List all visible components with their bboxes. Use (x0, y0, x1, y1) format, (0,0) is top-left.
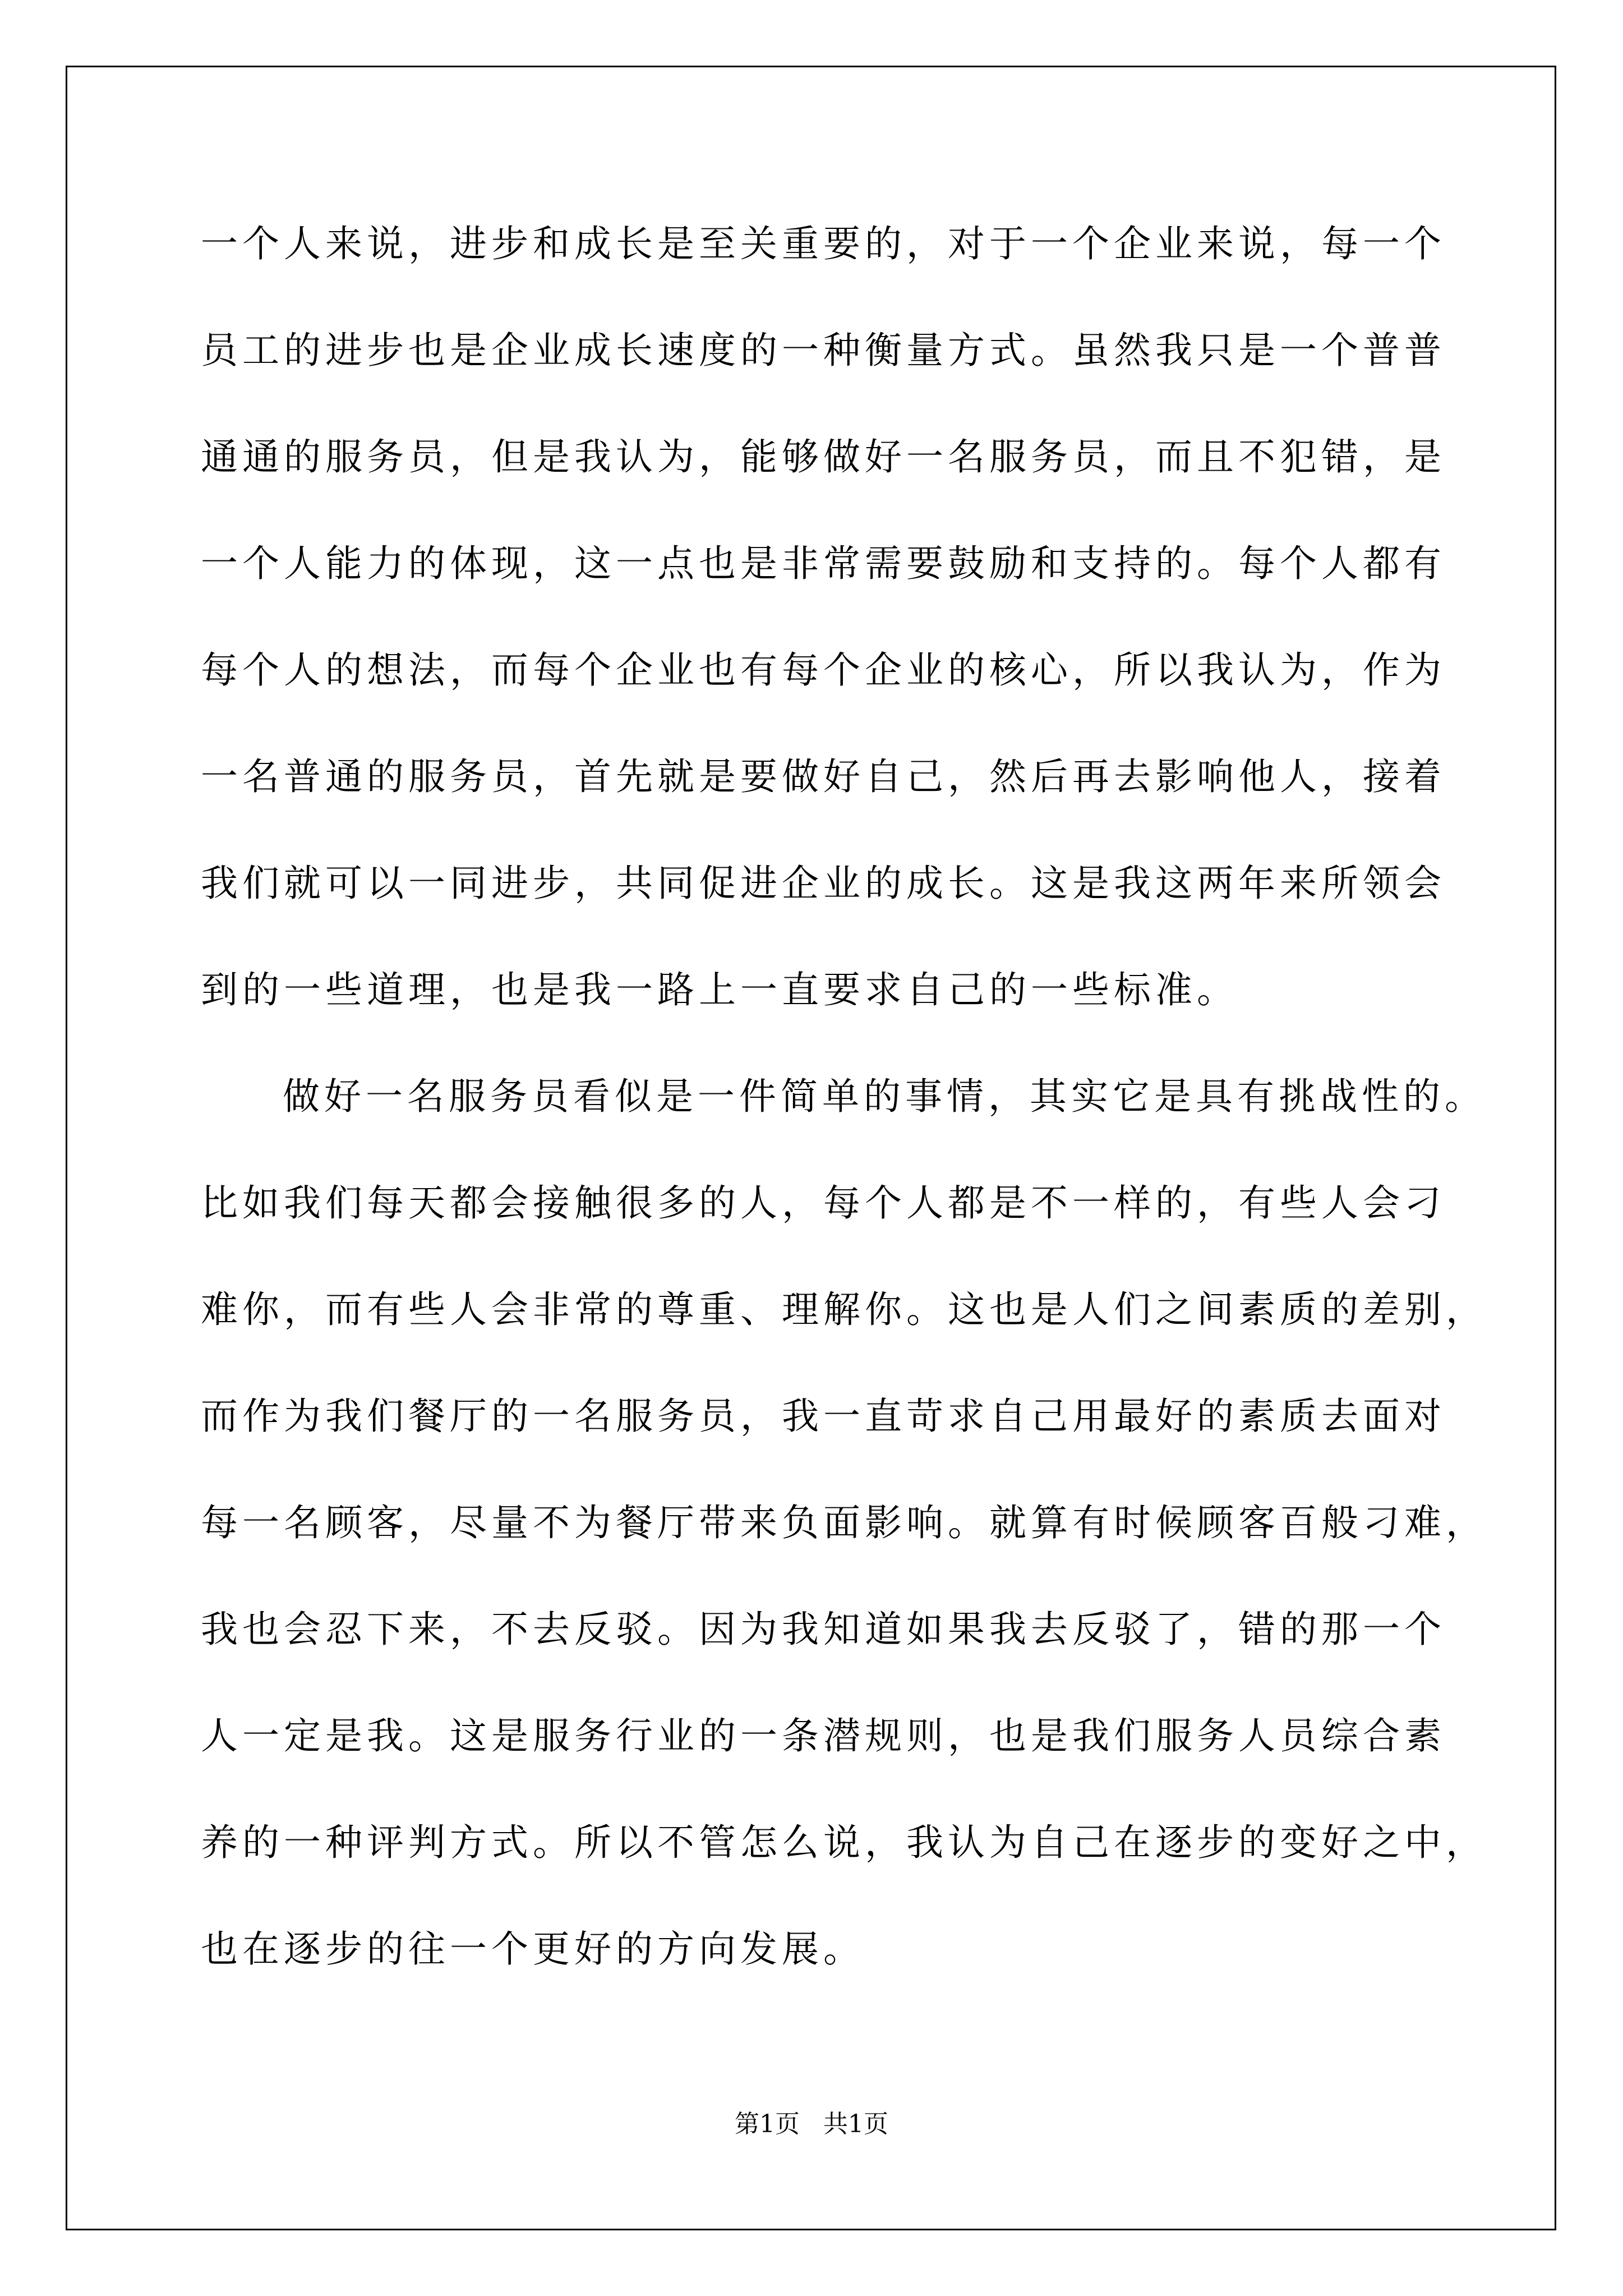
text-line: 养的一种评判方式。所以不管怎么说，我认为自己在逐步的变好之中， (201, 1821, 1487, 1864)
text-line: 也在逐步的往一个更好的方向发展。 (201, 1927, 865, 1971)
text-line: 比如我们每天都会接触很多的人，每个人都是不一样的，有些人会刁 (201, 1181, 1446, 1225)
document-body (201, 213, 1487, 2025)
text-line: 每个人的想法，而每个企业也有每个企业的核心，所以我认为，作为 (201, 648, 1446, 692)
text-line: 难你，而有些人会非常的尊重、理解你。这也是人们之间素质的差别， (201, 1288, 1487, 1331)
text-line: 一名普通的服务员，首先就是要做好自己，然后再去影响他人，接着 (201, 755, 1446, 798)
text-line: 人一定是我。这是服务行业的一条潜规则，也是我们服务人员综合素 (201, 1714, 1446, 1757)
text-line: 而作为我们餐厅的一名服务员，我一直苛求自己用最好的素质去面对 (201, 1395, 1446, 1438)
text-line: 通通的服务员，但是我认为，能够做好一名服务员，而且不犯错，是 (201, 435, 1446, 478)
text-line: 做好一名服务员看似是一件简单的事情，其实它是具有挑战性的。 (283, 1075, 1486, 1118)
text-line: 我们就可以一同进步，共同促进企业的成长。这是我这两年来所领会 (201, 862, 1446, 905)
text-line: 员工的进步也是企业成长速度的一种衡量方式。虽然我只是一个普普 (201, 329, 1446, 372)
text-line: 一个人来说，进步和成长是至关重要的，对于一个企业来说，每一个 (201, 222, 1446, 265)
text-line: 一个人能力的体现，这一点也是非常需要鼓励和支持的。每个人都有 (201, 542, 1446, 585)
text-line: 每一名顾客，尽量不为餐厅带来负面影响。就算有时候顾客百般刁难， (201, 1501, 1487, 1544)
page-number-footer: 第1页 共1页 (735, 2110, 888, 2138)
paragraph-2 (201, 1066, 1487, 2025)
text-line: 我也会忍下来，不去反驳。因为我知道如果我去反驳了，错的那一个 (201, 1608, 1446, 1651)
text-line: 到的一些道理，也是我一路上一直要求自己的一些标准。 (201, 968, 1238, 1011)
paragraph-1 (201, 213, 1446, 1066)
